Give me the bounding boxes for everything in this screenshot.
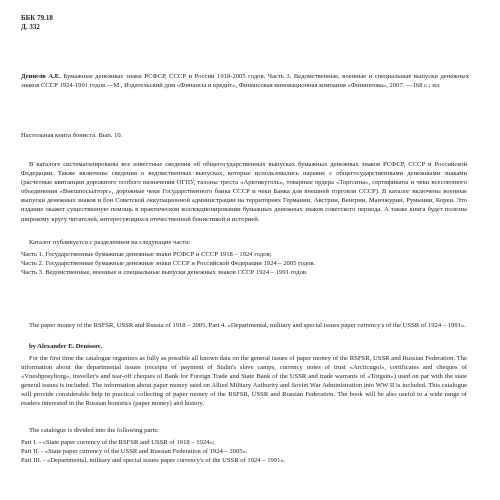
ru-parts-intro: Каталог публикуется с разделением на следующие части: [29, 239, 191, 246]
en-title: The paper money of the RSFSR, USSR and Russia of 1918 – 2005. Part 4. «Departmental, military and special issues paper currency's of the USSR of 1924 – 1991». [29, 322, 466, 329]
en-description: For the first time the catalogue organizes as fully as possible all known data on the general issues of paper money of the RSFSR, USSR and Russian Federation. The information about the departmental issues (receipts of payment of Stalin's slave camps, currency notes of trust «Arcticugol», certificates and cheques of «Vneshposyltorg», traveller's and tear-off cheques of Bank for Foreign Trade and State Bank of the USSR and trade warrants of «Torgsin») used on par with the state general issues is included. The information about paper money used on Allied Military Authority and Soviet War Administration into WW II is included. This catalogue will provide considerable help in practical collecting of paper money of the RSFSR, USSR and Russian Federation. The book will be also useful to a wide range of readers interested in the Russian bonistics (paper money) and history. [21, 355, 467, 408]
ru-part-2: Часть 2. Государственные бумажные денежные знаки СССР и Российской Федерации 1924 – 2005 годов. [21, 260, 316, 268]
bbk-code: ББК 79.18 [21, 14, 53, 22]
en-part-3: Part III. - «Departmental, military and special issues paper currency's of the USSR of 1924 – 1991». [21, 457, 286, 465]
biblio-author: Денисов А.Е. [21, 73, 61, 80]
ru-parts-list [21, 250, 467, 277]
ru-description: В каталоге систематизированы все известные сведения об общегосударственных выпусках бумажных денежных знаков РСФСР, СССР и Российской Федерации. Также включены сведения о ведомственных выпусках, которые использовались наравне с общегосударственными денежными знаками (расчетные квитанции дорожного особого назначения ОГПУ, талоны треста «Арктикуголь», товарные ордера «Торгсина», сертификаты и чеки всесоюзного объединения «Внешпосылторг», дорожные чеки Государственного банка СССР и чеки Банка для внешней торговли СССР). В каталог включены военные выпуски денежных знаков и бон Советской оккупационной администрации на территориях Германии, Австрии, Венгрии, Манчжурии, Румынии, Кореи. Это издание окажет существенную помощь в практическом коллекционировании бумажных денежных знаков советского периода. А также книга будет полезна широкому кругу читателей, интересующихся отечественной бонистикой и историей. [21, 161, 467, 223]
en-byline: by Alexander E. Denissov. [29, 343, 102, 350]
en-part-1: Part I. - «State paper currency of the RSFSR and USSR of 1918 – 1924»; [21, 439, 215, 446]
series-line: Настольная книга бониста. Вып. 10. [21, 132, 123, 139]
en-parts-list [21, 438, 467, 465]
bibliographic-record [21, 72, 469, 90]
en-part-2: Part II. - «State paper currency of the USSR and Russian Federation of 1924 – 2005». [21, 448, 248, 456]
udk-code: Д. 332 [21, 23, 40, 31]
en-parts-intro: The catalogue is divided into the following parts: [29, 427, 159, 434]
biblio-description: Бумажные денежные знаки РСФСР, СССР и России 1918-2005 годов. Часть 3. Ведомственные, военные и специальные выпуски денежных знаков СССР 1924-1991 годов.—М., Издательский дом «Финансы и кредит», Финансовая инновационная компания «Финиппова», 2007. —168 с.; ил. [21, 73, 469, 90]
ru-part-1: Часть 1. Государственные бумажные денежные знаки РСФСР и СССР 1918 – 1924 годов; [21, 251, 272, 258]
classification-codes [21, 14, 53, 32]
ru-part-3: Часть 3. Ведомственные, военные и специальные выпуски денежных знаков СССР 1924 – 1991 годов. [21, 269, 308, 277]
